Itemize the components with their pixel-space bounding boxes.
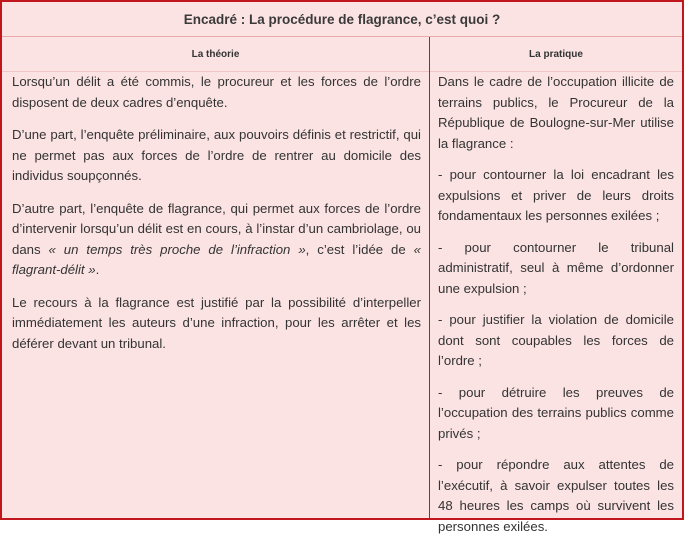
box-title: Encadré : La procédure de flagrance, c’est quoi ?	[2, 2, 682, 37]
theory-p3-text-c: .	[95, 262, 100, 277]
theory-paragraph-2: D’une part, l’enquête préliminaire, aux pouvoirs définis et restrictif, qui ne permet pas aux forces de l’ordre de rentrer au domicile des individus soupçonnés.	[12, 127, 421, 183]
theory-p3-quote-2: « flagrant-délit »	[12, 241, 421, 277]
theory-p3-text-a: D’autre part, l’enquête de flagrance, qui permet aux forces de l’ordre d’intervenir lorsqu’un délit est en cours, à l’instar d’un cambriolage, ou dans	[12, 200, 421, 257]
theory-paragraph-4: Le recours à la flagrance est justifié par la possibilité d’interpeller immédiatement les auteurs d’une infraction, pour les arrêter et les déférer devant un tribunal.	[12, 294, 421, 351]
column-divider	[429, 37, 430, 520]
theory-column	[12, 72, 421, 366]
practice-column	[438, 72, 674, 548]
theory-p3-text-b: , c’est l’idée de	[305, 241, 414, 257]
practice-item: - pour justifier la violation de domicile dont sont coupables les forces de l’ordre ;	[438, 312, 674, 368]
theory-p3-quote-1: « un temps très proche de l’infraction »	[48, 241, 306, 257]
practice-item: - pour contourner la loi encadrant les expulsions et priver de leurs droits fondamentaux les personnes exilées ;	[438, 167, 674, 223]
practice-item: - pour détruire les preuves de l’occupation des terrains publics comme privés ;	[438, 384, 674, 441]
practice-item: - pour contourner le tribunal administratif, seul à même d’ordonner une expulsion ;	[438, 239, 674, 296]
theory-column-heading: La théorie	[2, 37, 429, 72]
practice-column-heading: La pratique	[430, 37, 682, 72]
theory-paragraph-1: Lorsqu’un délit a été commis, le procureur et les forces de l’ordre disposent de deux cadres d’enquête.	[12, 74, 421, 110]
practice-intro: Dans le cadre de l’occupation illicite de terrains publics, le Procureur de la République de Boulogne-sur-Mer utilise la flagrance :	[438, 74, 674, 151]
practice-item: - pour répondre aux attentes de l’exécutif, à savoir expulser toutes les 48 heures les camps où survivent les personnes exilées.	[438, 457, 674, 534]
theory-paragraph-3	[12, 199, 421, 281]
